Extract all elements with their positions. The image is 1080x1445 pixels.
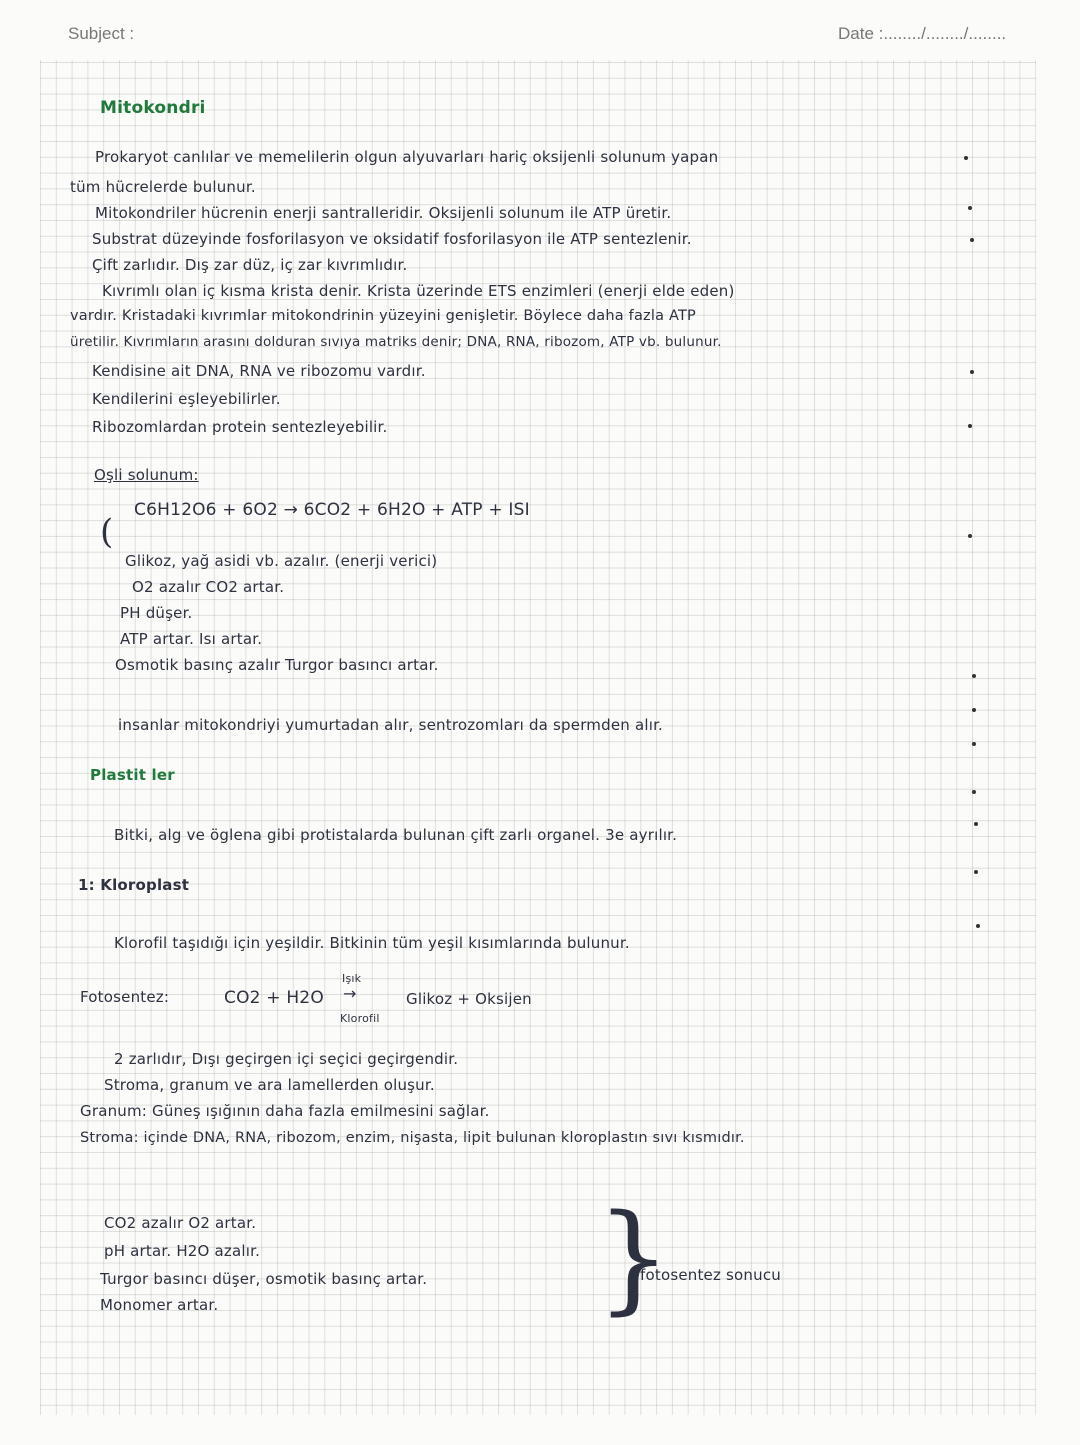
margin-dot	[972, 674, 976, 678]
margin-dot	[970, 370, 974, 374]
solunum-line-1: Glikoz, yağ asidi vb. azalır. (enerji verici)	[125, 552, 438, 570]
fotosentez-label: Fotosentez:	[80, 988, 170, 1006]
result-label: fotosentez sonucu	[640, 1266, 781, 1284]
margin-dot	[968, 206, 972, 210]
curly-brace-icon: }	[596, 1188, 672, 1326]
mitokondri-line-1: Prokaryot canlılar ve memelilerin olgun alyuvarları hariç oksijenli solunum yapan	[95, 148, 719, 166]
margin-dot	[976, 924, 980, 928]
mitokondri-line-8: üretilir. Kıvrımların arasını dolduran sıvıya matriks denir; DNA, RNA, ribozom, ATP vb. bulunur.	[70, 334, 722, 350]
mitokondri-line-6: Kıvrımlı olan iç kısma krista denir. Krista üzerinde ETS enzimleri (enerji elde eden)	[102, 282, 735, 300]
fotosentez-reactants: CO2 + H2O	[224, 988, 324, 1008]
subject-label: Subject :	[68, 24, 135, 43]
solunum-formula: C6H12O6 + 6O2 → 6CO2 + 6H2O + ATP + ISI	[134, 500, 530, 520]
kloroplast-line-2: 2 zarlıdır, Dışı geçirgen içi seçici geçirgendir.	[114, 1050, 459, 1068]
page-right-margin	[1036, 0, 1080, 1445]
margin-dot	[974, 822, 978, 826]
result-line-4: Monomer artar.	[100, 1296, 219, 1314]
margin-dot	[970, 238, 974, 242]
result-line-2: pH artar. H2O azalır.	[104, 1242, 261, 1260]
margin-dot	[968, 424, 972, 428]
kloroplast-title: 1: Kloroplast	[78, 876, 190, 894]
solunum-line-5: Osmotik basınç azalır Turgor basıncı artar.	[115, 656, 439, 674]
mitokondri-line-9: Kendisine ait DNA, RNA ve ribozomu vardır.	[92, 362, 426, 380]
fotosentez-arrow-top: Işık	[342, 972, 362, 985]
granum-line: Granum: Güneş ışığının daha fazla emilmesini sağlar.	[80, 1102, 490, 1120]
mitokondri-line-11: Ribozomlardan protein sentezleyebilir.	[92, 418, 388, 436]
plastit-title: Plastit ler	[90, 766, 175, 784]
mitokondri-line-7: vardır. Kristadaki kıvrımlar mitokondrinin yüzeyini genişletir. Böylece daha fazla ATP	[70, 308, 696, 324]
kloroplast-line: Klorofil taşıdığı için yeşildir. Bitkinin tüm yeşil kısımlarında bulunur.	[114, 934, 630, 952]
fotosentez-arrow-bottom: Klorofil	[340, 1012, 380, 1025]
mitokondri-line-5: Çift zarlıdır. Dış zar düz, iç zar kıvrımlıdır.	[92, 256, 408, 274]
margin-dot	[968, 534, 972, 538]
mitokondri-line-3: Mitokondriler hücrenin enerji santralleridir. Oksijenli solunum ile ATP üretir.	[95, 204, 672, 222]
date-label: Date :......../......../........	[838, 24, 1007, 43]
solunum-title: Oşli solunum:	[94, 466, 199, 484]
mitokondri-title: Mitokondri	[100, 98, 206, 118]
plastit-intro: Bitki, alg ve öglena gibi protistalarda bulunan çift zarlı organel. 3e ayrılır.	[114, 826, 678, 844]
fotosentez-products: Glikoz + Oksijen	[406, 990, 532, 1008]
margin-dot	[972, 790, 976, 794]
result-line-1: CO2 azalır O2 artar.	[104, 1214, 257, 1232]
page-bottom-margin	[0, 1415, 1080, 1445]
solunum-line-4: ATP artar. Isı artar.	[120, 630, 263, 648]
kloroplast-line-3: Stroma, granum ve ara lamellerden oluşur.	[104, 1076, 435, 1094]
mitokondri-line-4: Substrat düzeyinde fosforilasyon ve oksidatif fosforilasyon ile ATP sentezlenir.	[92, 230, 692, 248]
mitokondri-line-2: tüm hücrelerde bulunur.	[70, 178, 256, 196]
mitokondri-line-10: Kendilerini eşleyebilirler.	[92, 390, 281, 408]
fotosentez-arrow: →	[343, 984, 357, 1003]
solunum-note: insanlar mitokondriyi yumurtadan alır, sentrozomları da spermden alır.	[118, 716, 664, 734]
margin-dot	[972, 708, 976, 712]
solunum-line-2: O2 azalır CO2 artar.	[132, 578, 285, 596]
margin-dot	[972, 742, 976, 746]
page-left-margin	[0, 0, 40, 1445]
result-line-3: Turgor basıncı düşer, osmotik basınç artar.	[100, 1270, 428, 1288]
solunum-line-3: PH düşer.	[120, 604, 193, 622]
bracket-icon: (	[100, 512, 114, 552]
margin-dot	[974, 870, 978, 874]
margin-dot	[964, 156, 968, 160]
stroma-line: Stroma: içinde DNA, RNA, ribozom, enzim, nişasta, lipit bulunan kloroplastın sıvı kısmıdır.	[80, 1130, 745, 1146]
